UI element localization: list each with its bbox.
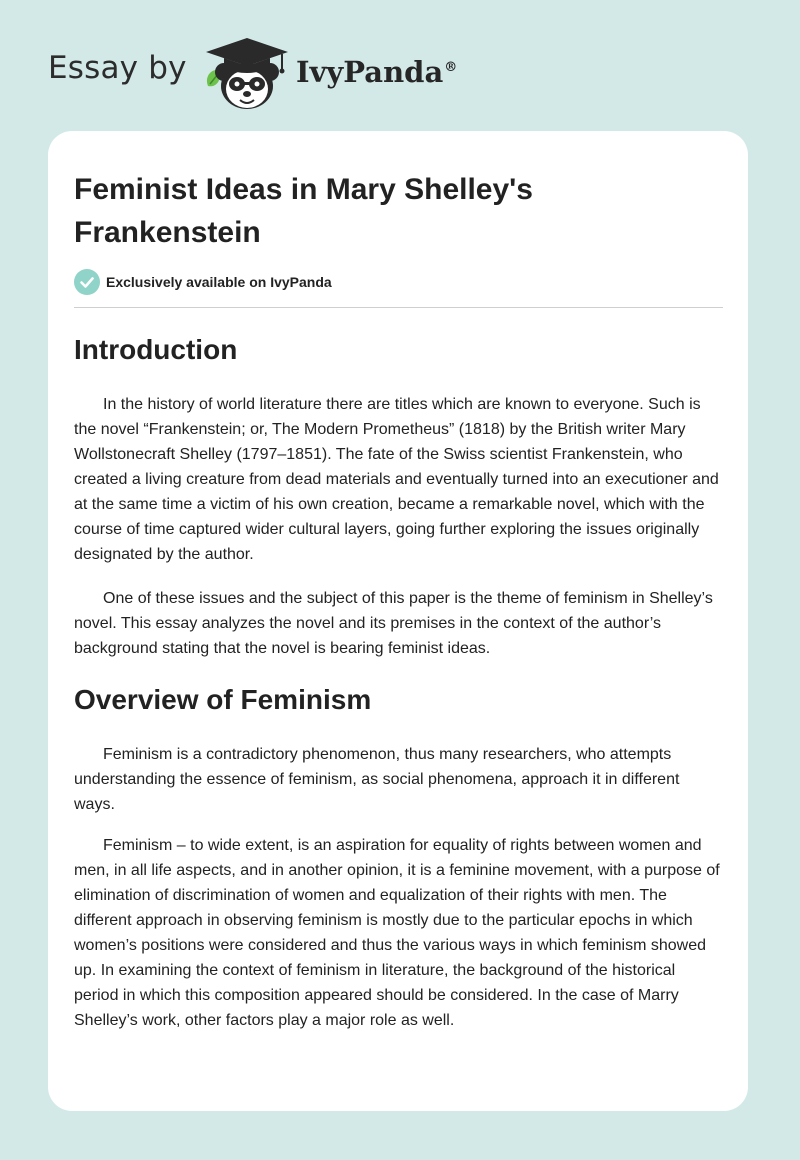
exclusive-badge-label: Exclusively available on IvyPanda bbox=[106, 274, 332, 290]
registered-mark: ® bbox=[444, 60, 458, 76]
section-heading-overview: Overview of Feminism bbox=[74, 684, 372, 715]
paragraph: Feminism – to wide extent, is an aspiration for equality of rights between women and men, in all life aspects, and in another opinion, it is a feminine movement, with a purpose of elimination of discrimination of women and equalization of their rights with men. The different approach in observing feminism is mostly due to the particular epochs in which women’s positions were considered and thus the various ways in which feminism showed up. In examining the context of feminism in literature, the background of the historical period in which this composition appeared should be considered. In the case of Marry Shelley’s work, other factors play a major role as well. bbox=[74, 837, 720, 1029]
essay-card bbox=[48, 131, 748, 1111]
paragraph: Feminism is a contradictory phenomenon, thus many researchers, who attempts understanding the essence of feminism, as social phenomena, approach it in different ways. bbox=[74, 746, 680, 813]
paragraph: One of these issues and the subject of this paper is the theme of feminism in Shelley’s novel. This essay analyzes the novel and its premises in the context of the author’s background stating that the novel is bearing feminist ideas. bbox=[74, 590, 713, 657]
paragraph: In the history of world literature there are titles which are known to everyone. Such is the novel “Frankenstein; or, The Modern Prometheus” (1818) by the British writer Mary Wollstonecraft Shelley (1797–1851). The fate of the Swiss scientist Frankenstein, who created a living creature from dead materials and eventually turned into an executioner and at the same time a victim of his own creation, became a remarkable novel, which with the course of time captured wider cultural layers, going further exploring the issues originally designated by the author. bbox=[74, 396, 719, 563]
essay-content bbox=[74, 131, 723, 1033]
brand-text: IvyPanda bbox=[296, 55, 444, 89]
exclusive-badge bbox=[74, 269, 723, 295]
panda-graduate-icon[interactable] bbox=[202, 34, 292, 112]
section-heading-introduction: Introduction bbox=[74, 334, 238, 365]
brand-name[interactable] bbox=[296, 55, 457, 89]
essay-by-label: Essay by bbox=[48, 50, 187, 86]
essay-title: Feminist Ideas in Mary Shelley's Frankenstein bbox=[74, 173, 533, 249]
title-divider bbox=[74, 307, 723, 308]
check-circle-icon bbox=[74, 269, 100, 295]
site-header bbox=[48, 34, 508, 114]
